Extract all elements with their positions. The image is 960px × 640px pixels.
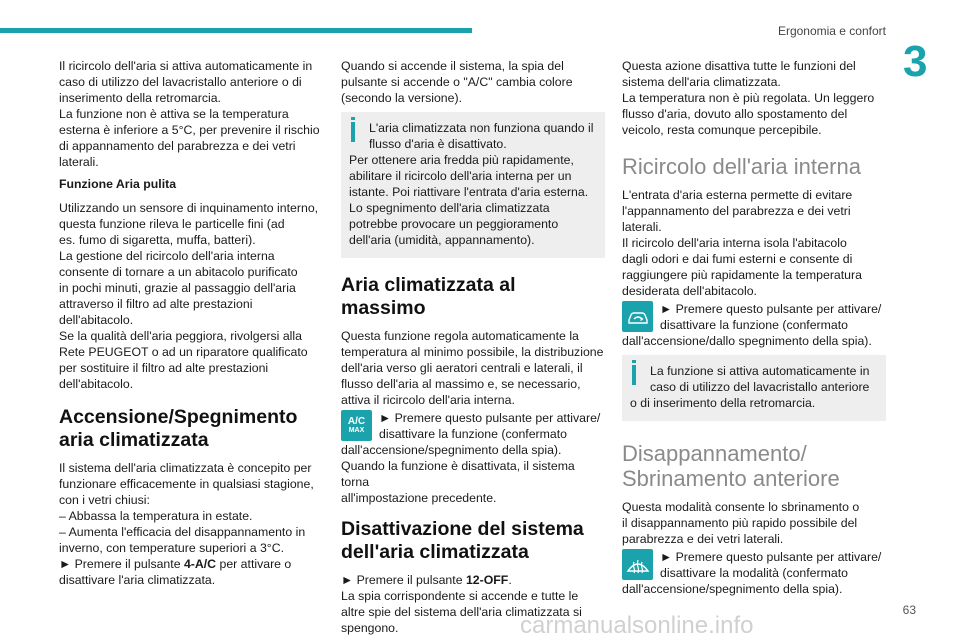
clean-air-heading: Funzione Aria pulita — [59, 177, 177, 191]
recirc-paragraph: L'entrata d'aria esterna permette di evitare l'appannamento del parabrezza e dei vetri laterali. Il ricircolo dell'aria interna isola l'abitacolo dagli odori e dai fumi esterni e consente di raggiungere più rapidamente la temperatura desiderata dell'abitacolo. — [622, 188, 862, 298]
ac-onoff-heading: Accensione/Spegnimento aria climatizzata — [59, 406, 298, 451]
info-text: L'aria climatizzata non funziona quando il flusso d'aria è disattivato. — [369, 121, 594, 151]
column-3 — [622, 58, 886, 603]
column-1 — [59, 58, 323, 594]
instruction-text: ► Premere il pulsante — [59, 557, 184, 571]
system-off-effects-paragraph: Questa azione disattiva tutte le funzioni del sistema dell'aria climatizzata. La temperatura non è più regolata. Un leggero flusso d'aria, dovuto allo spostamento del veicolo, resta comunque percepibile. — [622, 59, 875, 137]
page-number: 63 — [902, 603, 916, 617]
watermark: carmanualsonline.info — [520, 612, 754, 639]
info-text: La funzione si attiva automaticamente in caso di utilizzo del lavacristallo anteriore — [650, 364, 870, 394]
recirculation-icon — [622, 301, 653, 332]
recirc-auto-paragraph: Il ricircolo dell'aria si attiva automaticamente in caso di utilizzo del lavacristallo anteriore o di inserimento della retromarcia. La funzione non è attiva se la temperatura esterna è inferiore a 5°C, per prevenire il rischio di appannamento del parabrezza e dei vetri laterali. — [59, 59, 320, 169]
recirc-button-row — [622, 301, 886, 333]
recirc-heading: Ricircolo dell'aria interna — [622, 154, 861, 179]
ac-onoff-instruction — [59, 556, 323, 588]
max-ac-after: dall'accensione/spegnimento della spia). Quando la funzione è disattivata, il sistema torna all'impostazione precedente. — [341, 443, 575, 505]
max-ac-instruction: ► Premere questo pulsante per attivare/ disattivare la funzione (confermato — [379, 411, 601, 441]
icon-label: MAX — [348, 426, 365, 434]
info-text: o di inserimento della retromarcia. — [630, 396, 816, 410]
defrost-button-row — [622, 549, 886, 581]
system-off-heading: Disattivazione del sistema dell'aria climatizzata — [341, 518, 584, 563]
button-ref: 12-OFF — [465, 573, 509, 587]
instruction-text: ► Premere il pulsante — [341, 573, 466, 587]
defrost-heading: Disappannamento/ Sbrinamento anteriore — [622, 441, 840, 491]
ac-indicator-paragraph: Quando si accende il sistema, la spia del pulsante si accende o "A/C" cambia colore (secondo la versione). — [341, 59, 573, 105]
column-2 — [341, 58, 605, 640]
info-text: Per ottenere aria fredda più rapidamente, abilitare il ricircolo dell'aria interna per un istante. Poi riattivare l'entrata d'aria esterna. Lo spegnimento dell'aria climatizzata potrebbe provocare un peggioramento dell'aria (umidità, appannamento). — [349, 153, 589, 247]
info-icon — [632, 365, 636, 385]
defrost-instruction: ► Premere questo pulsante per attivare/ disattivare la modalità (confermato — [660, 550, 882, 580]
max-ac-paragraph: Questa funzione regola automaticamente la temperatura al minimo possibile, la distribuzione dell'aria verso gli aeratori centrali e laterali, il flusso dell'aria al massimo e, se necessario, attiva il ricircolo dell'aria interna. — [341, 329, 604, 407]
recirc-after: dall'accensione/dallo spegnimento della spia). — [622, 334, 872, 348]
icon-label: A/C — [347, 415, 366, 427]
max-ac-heading: Aria climatizzata al massimo — [341, 274, 516, 319]
windscreen-defrost-icon — [622, 549, 653, 580]
info-box — [341, 112, 605, 258]
max-ac-button-row — [341, 410, 605, 442]
ac-max-button-icon — [341, 410, 372, 441]
defrost-after: dall'accensione/spegnimento della spia). — [622, 582, 843, 596]
recirc-instruction: ► Premere questo pulsante per attivare/ disattivare la funzione (confermato — [660, 302, 882, 332]
ac-onoff-paragraph: Il sistema dell'aria climatizzata è concepito per funzionare efficacemente in qualsiasi stagione, con i vetri chiusi: – Abbassa la temperatura in estate. – Aumenta l'efficacia del disappannamento in inverno, con temperature superiori a 3°C. — [59, 461, 314, 555]
info-icon — [351, 122, 355, 142]
instruction-text: . La spia corrispondente si accende e tutte le altre spie del sistema dell'aria climatizzata si spengono. — [341, 573, 582, 635]
info-box — [622, 355, 886, 421]
button-ref: 4-A/C — [183, 557, 217, 571]
instruction-text: per attivare o disattivare l'aria climatizzata. — [59, 557, 292, 587]
header-accent-bar — [0, 28, 472, 33]
chapter-number: 3 — [903, 37, 928, 86]
clean-air-paragraph: Utilizzando un sensore di inquinamento interno, questa funzione rileva le particelle fini (ad es. fumo di sigaretta, muffa, batteri). La gestione del ricircolo dell'aria interna consente di tornare a un abitacolo purificato in pochi minuti, grazie al passaggio dell'aria attraverso il filtro ad alte prestazioni dell'abitacolo. Se la qualità dell'aria peggiora, rivolgersi alla Rete PEUGEOT o ad un riparatore qualificato per sostituire il filtro ad alte prestazioni dell'abitacolo. — [59, 201, 319, 391]
defrost-paragraph: Questa modalità consente lo sbrinamento o il disappannamento più rapido possibile del parabrezza e dei vetri laterali. — [622, 500, 860, 546]
section-title: Ergonomia e confort — [777, 24, 886, 38]
